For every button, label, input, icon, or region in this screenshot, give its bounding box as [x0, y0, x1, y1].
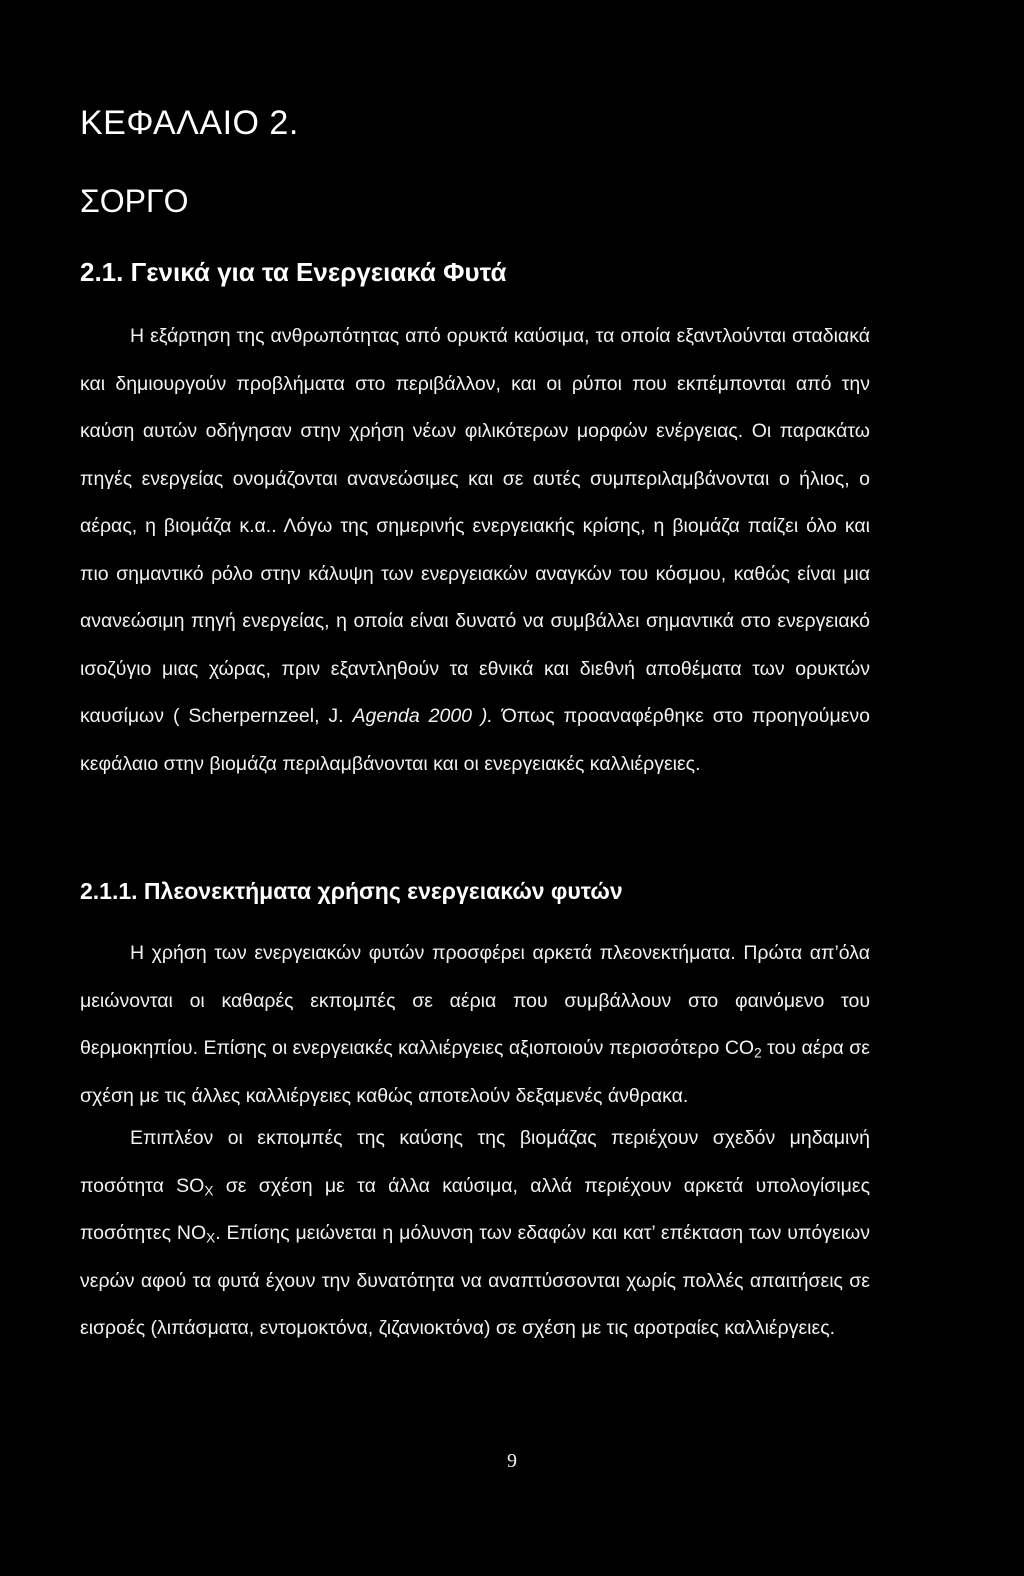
subscript: 2 — [754, 1045, 762, 1061]
citation-italic: Agenda 2000 ). — [352, 705, 493, 727]
paragraph-text: σε σχέση με τα άλλα καύσιμα, αλλά περιέχουν αρκετά υπολογίσιμες ποσότητες NO — [80, 1174, 871, 1244]
chapter-subject: ΣΟΡΓΟ — [80, 183, 189, 219]
paragraph-text: Η χρήση των ενεργειακών φυτών προσφέρει αρκετά πλεονεκτήματα. Πρώτα απ’όλα μειώνονται οι καθαρές εκπομπές σε αέρια που συμβάλλουν στο φαινόμενο του θερμοκηπίου. Επίσης οι ενεργειακές καλλιέργειες αξιοποιούν περισσότερο CO — [80, 942, 870, 1059]
paragraph-text: Όπως προαναφέρθηκε στο προηγούμενο κεφάλαιο στην βιομάζα περιλαμβάνονται και οι ενεργειακές καλλιέργειες. — [80, 705, 870, 775]
paragraph-text: Η εξάρτηση της ανθρωπότητας από ορυκτά καύσιμα, τα οποία εξαντλούνται σταδιακά και δημιουργούν προβλήματα στο περιβάλλον, και οι ρύποι που εκπέμπονται από την καύση αυτών οδήγησαν στην χρήση νέων φιλικότερων μορφών ενέργειας. Οι παρακάτω πηγές ενεργείας ονομάζονται ανανεώσιμες και σε αυτές συμπεριλαμβάνονται ο ήλιος, ο αέρας, η βιομάζα κ.α.. Λόγω της σημερινής ενεργειακής κρίσης, η βιομάζα παίζει όλο και πιο σημαντικό ρόλο στην κάλυψη των ενεργειακών αναγκών του κόσμου, καθώς είναι μια ανανεώσιμη πηγή ενεργείας, η οποία είναι δυνατό να συμβάλλει σημαντικά στο ενεργειακό ισοζύγιο μιας χώρας, πριν εξαντληθούν τα εθνικά και διεθνή αποθέματα των ορυκτών καυσίμων ( Scherpernzeel, J. — [80, 325, 870, 727]
subsection-paragraph-2 — [80, 1115, 870, 1353]
subscript: X — [206, 1230, 216, 1246]
subsection-paragraph-1 — [80, 930, 870, 1120]
subscript: X — [204, 1182, 214, 1198]
paragraph-text: . Επίσης μειώνεται η μόλυνση των εδαφών και κατ’ επέκταση των υπόγειων νερών αφού τα φυτά έχουν την δυνατότητα να αναπτύσσονται χωρίς πολλές απαιτήσεις σε εισροές (λιπάσματα, εντομοκτόνα, ζιζανιοκτόνα) σε σχέση με τις αροτραίες καλλιέργειες. — [80, 1222, 870, 1339]
paragraph-text: Επιπλέον οι εκπομπές της καύσης της βιομάζας περιέχουν σχεδόν μηδαμινή ποσότητα SO — [80, 1127, 870, 1197]
page-number: 9 — [507, 1450, 517, 1472]
section-paragraph — [80, 313, 870, 788]
section-heading: 2.1. Γενικά για τα Ενεργειακά Φυτά — [80, 257, 507, 287]
subsection-heading: 2.1.1. Πλεονεκτήματα χρήσης ενεργειακών φυτών — [80, 878, 623, 904]
chapter-title: ΚΕΦΑΛΑΙΟ 2. — [80, 104, 299, 142]
paragraph-text: του αέρα σε σχέση με τις άλλες καλλιέργειες καθώς αποτελούν δεξαμενές άνθρακα. — [80, 1037, 870, 1107]
